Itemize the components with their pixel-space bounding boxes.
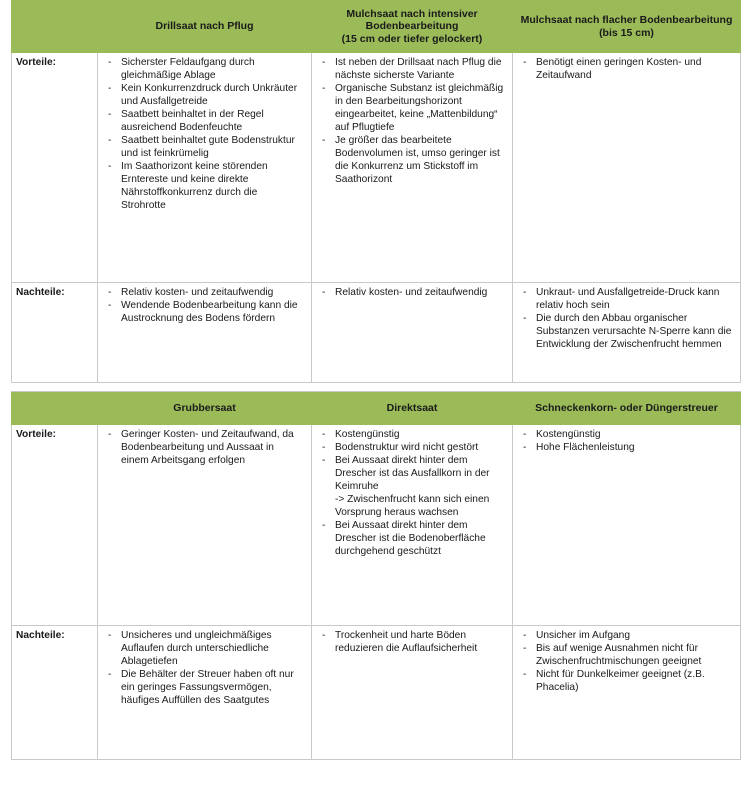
row-label: Vorteile:	[12, 425, 98, 626]
header-corner-cell	[12, 392, 98, 425]
bullet-list	[513, 626, 740, 698]
list-item: - Geringer Kosten- und Zeitaufwand, da Bodenbearbeitung und Aussaat in einem Arbeitsgang erfolgen	[106, 428, 303, 467]
list-item: - Bodenstruktur wird nicht gestört	[320, 441, 504, 454]
row-label: Nachteile:	[12, 283, 98, 383]
bullet-list	[312, 626, 512, 659]
list-item: - Trockenheit und harte Böden reduzieren die Auflaufsicherheit	[320, 629, 504, 655]
bullet-list	[98, 283, 311, 329]
list-item: - Relativ kosten- und zeitaufwendig	[106, 286, 303, 299]
list-item: - Wendende Bodenbearbeitung kann die Austrocknung des Bodens fördern	[106, 299, 303, 325]
list-item: - Kostengünstig	[320, 428, 504, 441]
table-cell	[312, 626, 513, 760]
list-item: - Bis auf wenige Ausnahmen nicht für Zwischenfruchtmischungen geeignet	[521, 642, 732, 668]
table-cell	[98, 283, 312, 383]
table-cell	[513, 53, 741, 283]
list-item: - Saatbett beinhaltet in der Regel ausreichend Bodenfeuchte	[106, 108, 303, 134]
bullet-list	[513, 53, 740, 86]
list-item: - Ist neben der Drillsaat nach Pflug die nächste sicherste Variante	[320, 56, 504, 82]
bullet-list	[98, 626, 311, 711]
column-header: Drillsaat nach Pflug	[98, 1, 312, 53]
row-label: Nachteile:	[12, 626, 98, 760]
header-row	[12, 392, 741, 425]
column-header: Mulchsaat nach flacher Bodenbearbeitung (bis 15 cm)	[513, 1, 741, 53]
table-row	[12, 425, 741, 626]
table-cell	[312, 283, 513, 383]
list-item: - Unsicheres und ungleichmäßiges Auflaufen durch unterschiedliche Ablagetiefen	[106, 629, 303, 668]
column-header: Grubbersaat	[98, 392, 312, 425]
list-item: - Kostengünstig	[521, 428, 732, 441]
table-cell	[513, 626, 741, 760]
header-row	[12, 1, 741, 53]
list-item: - Unsicher im Aufgang	[521, 629, 732, 642]
table-cell	[98, 626, 312, 760]
sowing-methods-table	[11, 0, 741, 760]
list-item: - Organische Substanz ist gleichmäßig in den Bearbeitungshorizont eingearbeitet, keine „Mattenbildung“ auf Pflugtiefe	[320, 82, 504, 134]
list-item: - Nicht für Dunkelkeimer geeignet (z.B. Phacelia)	[521, 668, 732, 694]
list-item: - Saatbett beinhaltet gute Bodenstruktur und ist feinkrümelig	[106, 134, 303, 160]
list-item: - Sicherster Feldaufgang durch gleichmäßige Ablage	[106, 56, 303, 82]
list-item: - Relativ kosten- und zeitaufwendig	[320, 286, 504, 299]
header-corner-cell	[12, 1, 98, 53]
spacer-cell	[12, 383, 741, 392]
table-cell	[513, 425, 741, 626]
table-row	[12, 53, 741, 283]
table-cell	[98, 53, 312, 283]
bullet-list	[98, 425, 311, 471]
column-header: Mulchsaat nach intensiver Bodenbearbeitung (15 cm oder tiefer gelockert)	[312, 1, 513, 53]
table-cell	[513, 283, 741, 383]
table-spacer-row	[12, 383, 741, 392]
table-row	[12, 283, 741, 383]
column-header: Schneckenkorn- oder Düngerstreuer	[513, 392, 741, 425]
comparison-table-container	[11, 0, 740, 760]
table-row	[12, 626, 741, 760]
list-item: - Die Behälter der Streuer haben oft nur ein geringes Fassungsvermögen, häufiges Auffüllen des Saatgutes	[106, 668, 303, 707]
table-cell	[312, 425, 513, 626]
list-item: - Hohe Flächenleistung	[521, 441, 732, 454]
list-item: - Im Saathorizont keine störenden Ernterestе und keine direkte Nährstoffkonkurrenz durch die Strohrotte	[106, 160, 303, 212]
list-item: - Die durch den Abbau organischer Substanzen verursachte N-Sperre kann die Entwicklung der Zwischenfrucht hemmen	[521, 312, 732, 351]
bullet-list	[513, 425, 740, 458]
column-header: Direktsaat	[312, 392, 513, 425]
row-label: Vorteile:	[12, 53, 98, 283]
bullet-list	[98, 53, 311, 216]
bullet-list	[312, 425, 512, 562]
list-item: - Benötigt einen geringen Kosten- und Zeitaufwand	[521, 56, 732, 82]
list-item: - Bei Aussaat direkt hinter dem Drescher ist die Bodenoberfläche durchgehend geschützt	[320, 519, 504, 558]
list-item: - Je größer das bearbeitete Bodenvolumen ist, umso geringer ist die Konkurrenz um Stickstoff im Saathorizont	[320, 134, 504, 186]
bullet-list	[513, 283, 740, 355]
table-cell	[312, 53, 513, 283]
list-item: - Bei Aussaat direkt hinter dem Drescher ist das Ausfallkorn in der Keimruhe -> Zwischenfrucht kann sich einen Vorsprung heraus wachsen	[320, 454, 504, 519]
table-cell	[98, 425, 312, 626]
list-item: - Kein Konkurrenzdruck durch Unkräuter und Ausfallgetreide	[106, 82, 303, 108]
list-item: - Unkraut- und Ausfallgetreide-Druck kann relativ hoch sein	[521, 286, 732, 312]
bullet-list	[312, 53, 512, 190]
bullet-list	[312, 283, 512, 303]
